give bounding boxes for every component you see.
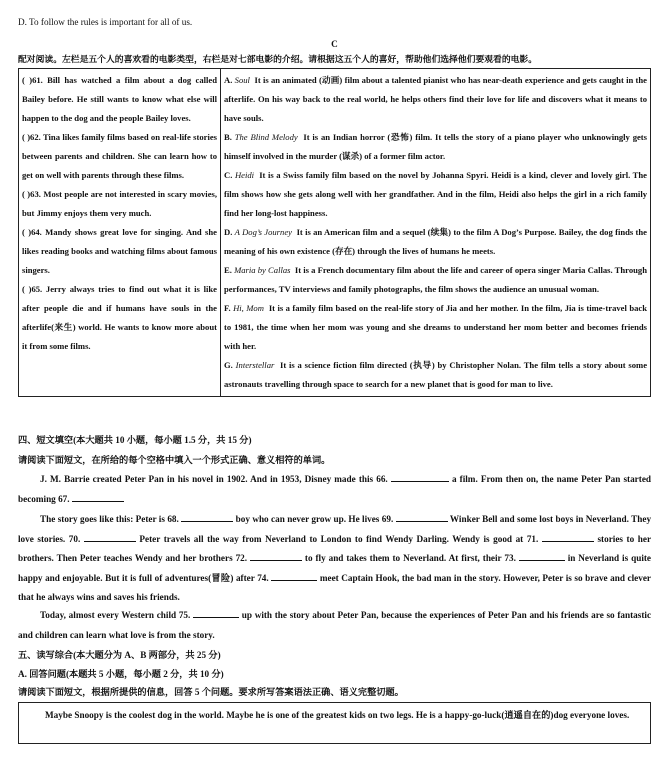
person-62: ( )62. Tina likes family films based on real-life stories between parents and children. She can learn how to get on well with parents through these films.: [22, 132, 217, 180]
option-d-line: D. To follow the rules is important for all of us.: [18, 17, 193, 27]
blank-67[interactable]: [72, 492, 124, 502]
blank-70[interactable]: [84, 532, 136, 542]
films-column: [221, 69, 651, 397]
reading-passage-text: Maybe Snoopy is the coolest dog in the world. Maybe he is one of the greatest kids on two legs. He is a happy-go-luck(逍遥自在的)dog everyone loves.: [45, 710, 630, 720]
blank-68[interactable]: [181, 512, 233, 522]
section4-title: 四、短文填空(本大题共 10 小题，每小题 1.5 分，共 15 分): [18, 435, 252, 445]
section5-part-a: A. 回答问题(本题共 5 小题，每小题 2 分，共 10 分): [18, 669, 224, 679]
film-b: B. The Blind Melody It is an Indian horror (恐怖) film. It tells the story of a piano player who unknowingly gets himself involved in the murder (谋杀) of a former film actor.: [224, 132, 648, 161]
blank-72[interactable]: [250, 551, 302, 561]
reading-passage-box: [18, 702, 651, 744]
passage-paragraph-2: The story goes like this: Peter is 68. boy who can never grow up. He lives 69. Winker Bell and some lost boys in Neverland. They love stories. 70. Peter travels all the way from Neverland to London to find Wendy Darling. Wendy is good at 71. stories to her brothers. Then Peter teaches Wendy and her brothers 72. to fly and takes them to Neverland. At first, their 73. in Neverland is quite happy and enjoyable. But it is full of adventures(冒险) after 74. meet Captain Hook, the bad man in the story. However, Peter is so brave and clever that he always wins and saves his friends.: [18, 514, 652, 602]
blank-73[interactable]: [519, 551, 565, 561]
person-65: ( )65. Jerry always tries to find out what it is like after people die and if humans have souls in the afterlife(来生) world. He wants to know more about it from some films.: [22, 284, 217, 351]
matching-instructions: 配对阅读。左栏是五个人的喜欢看的电影类型，右栏是对七部电影的介绍。请根据这五个人的喜好，帮助他们选择他们要观看的电影。: [18, 54, 538, 64]
section5-title: 五、读写综合(本大题分为 A、B 两部分，共 25 分): [18, 650, 221, 660]
person-63: ( )63. Most people are not interested in scary movies, but Jimmy enjoys them very much.: [22, 189, 217, 218]
film-f: F. Hi, Mom It is a family film based on the real-life story of Jia and her mother. In the film, Jia is time-travel back to 1981, the time when her mom was young and she dreams to understand her mom better and becomes friends with her.: [224, 303, 647, 351]
film-e: E. Maria by Callas It is a French documentary film about the life and career of opera singer Maria Callas. Through performances, TV interviews and family photographs, the film shows the audience an unusual woman.: [224, 265, 647, 294]
people-column: [19, 69, 221, 397]
blank-71[interactable]: [542, 532, 594, 542]
film-g: G. Interstellar It is a science fiction film directed (执导) by Christopher Nolan. The film tells a story about some astronauts travelling through space to search for a new planet that is good for man to live.: [224, 360, 648, 389]
film-a: A. Soul It is an animated (动画) film about a talented pianist who has near-death experience and gets caught in the afterlife. On his way back to the real world, he helps others find their love for life and discovers what it means to have souls.: [224, 75, 647, 123]
passage-paragraph-1: J. M. Barrie created Peter Pan in his novel in 1902. And in 1953, Disney made this 66. a film. From then on, the name Peter Pan started becoming 67.: [18, 474, 652, 504]
blank-66[interactable]: [391, 472, 449, 482]
blank-69[interactable]: [396, 512, 448, 522]
section5-instructions: 请阅读下面短文，根据所提供的信息，回答 5 个问题。要求所写答案语法正确、语义完整切题。: [18, 687, 404, 697]
film-d: D. A Dog’s Journey It is an American film and a sequel (续集) to the film A Dog’s Purpose. Bailey, the dog finds the meaning of his own existence (存在) through the lives of humans he meets.: [224, 227, 647, 256]
passage-paragraph-3: Today, almost every Western child 75. up with the story about Peter Pan, because the experiences of Peter Pan and his friends are so fantastic and children can learn what love is from the story.: [18, 610, 652, 640]
blank-74[interactable]: [271, 571, 317, 581]
person-64: ( )64. Mandy shows great love for singing. And she likes reading books and watching films about famous singers.: [22, 227, 217, 275]
answer-letter: C: [331, 39, 338, 49]
blank-75[interactable]: [193, 608, 239, 618]
matching-table: [18, 68, 651, 397]
person-61: ( )61. Bill has watched a film about a dog called Bailey before. He still wants to know what else will happen to the dog and the people Bailey loves.: [22, 75, 217, 123]
film-c: C. Heidi It is a Swiss family film based on the novel by Johanna Spyri. Heidi is a kind, clever and lovely girl. The film shows how she gets along well with her grandfather. And in the film, Heidi also helps the girl in a rich family find her long-lost happiness.: [224, 170, 647, 218]
section4-instructions: 请阅读下面短文，在所给的每个空格中填入一个形式正确、意义相符的单词。: [18, 455, 331, 465]
